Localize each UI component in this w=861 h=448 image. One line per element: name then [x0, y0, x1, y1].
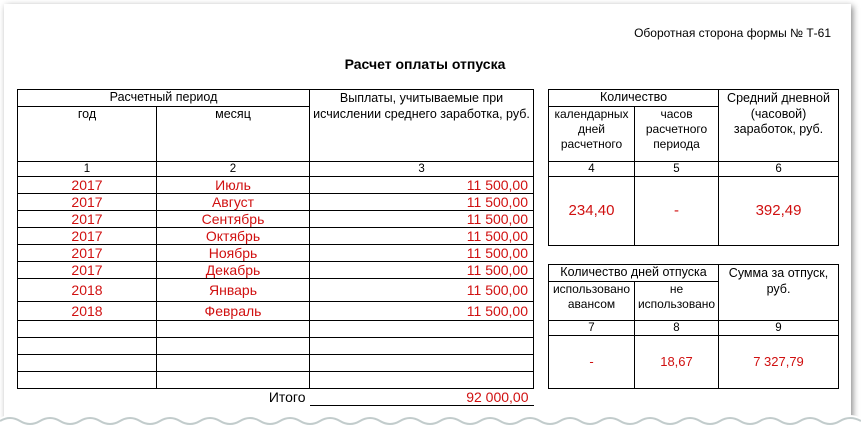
table-row — [18, 177, 534, 194]
table-row — [18, 262, 534, 279]
form-number-label: Оборотная сторона формы № Т-61 — [634, 26, 831, 40]
page-title: Расчет оплаты отпуска — [344, 56, 506, 72]
col-number: 7 — [549, 320, 635, 335]
total-value: 92 000,00 — [310, 389, 534, 406]
amount-cell: 11 500,00 — [310, 262, 534, 279]
sum-value: 7 327,79 — [719, 336, 839, 389]
average-earnings-table — [548, 89, 839, 246]
year-cell: 2017 — [18, 228, 157, 245]
torn-edge-decoration — [0, 410, 861, 448]
year-cell: 2017 — [18, 194, 157, 211]
days-value: 234,40 — [549, 177, 635, 246]
total-label: Итого — [268, 389, 306, 406]
table-row — [18, 211, 534, 228]
period-group-header: Расчетный период — [18, 90, 310, 107]
empty-row — [18, 338, 534, 355]
col-number: 4 — [549, 161, 635, 176]
vacation-days-group-header: Количество дней отпуска — [549, 265, 719, 282]
table-row — [18, 245, 534, 262]
empty-row — [18, 321, 534, 338]
advance-value: - — [549, 336, 635, 389]
amount-cell: 11 500,00 — [310, 245, 534, 262]
month-cell: Декабрь — [157, 262, 310, 279]
col-number: 3 — [310, 161, 534, 176]
table-row — [18, 194, 534, 211]
vacation-sum-table — [548, 264, 839, 389]
quantity-group-header: Количество — [549, 90, 719, 107]
not-used-value: 18,67 — [635, 336, 719, 389]
advance-header: использовано авансом — [549, 281, 635, 320]
payments-header: Выплаты, учитываемые при исчислении среднего заработка, руб. — [310, 90, 534, 162]
col-number: 2 — [157, 161, 310, 176]
col-number: 8 — [635, 320, 719, 335]
amount-cell: 11 500,00 — [310, 177, 534, 194]
year-cell: 2017 — [18, 177, 157, 194]
month-cell: Сентябрь — [157, 211, 310, 228]
month-cell: Январь — [157, 279, 310, 302]
table-row — [18, 302, 534, 321]
year-cell: 2018 — [18, 279, 157, 302]
amount-cell: 11 500,00 — [310, 211, 534, 228]
col-number: 5 — [635, 161, 719, 176]
table-row — [18, 279, 534, 302]
col-number: 9 — [719, 320, 839, 335]
year-cell: 2017 — [18, 262, 157, 279]
col-number: 6 — [719, 161, 839, 176]
not-used-header: не использовано — [635, 281, 719, 320]
empty-row — [18, 372, 534, 389]
avg-value: 392,49 — [719, 177, 839, 246]
year-cell: 2017 — [18, 211, 157, 228]
hours-value: - — [635, 177, 719, 246]
year-cell: 2017 — [18, 245, 157, 262]
month-cell: Август — [157, 194, 310, 211]
amount-cell: 11 500,00 — [310, 279, 534, 302]
amount-cell: 11 500,00 — [310, 194, 534, 211]
empty-row — [18, 355, 534, 372]
days-header: календарных дней расчетного — [549, 106, 635, 161]
month-cell: Июль — [157, 177, 310, 194]
table-row — [18, 228, 534, 245]
month-cell: Октябрь — [157, 228, 310, 245]
hours-header: часов расчетного периода — [635, 106, 719, 161]
col-number: 1 — [18, 161, 157, 176]
month-cell: Ноябрь — [157, 245, 310, 262]
year-cell: 2018 — [18, 302, 157, 321]
month-header: месяц — [157, 106, 310, 161]
avg-header: Средний дневной (часовой) заработок, руб. — [719, 90, 839, 162]
amount-cell: 11 500,00 — [310, 228, 534, 245]
amount-cell: 11 500,00 — [310, 302, 534, 321]
earnings-table — [17, 89, 534, 406]
sum-header: Сумма за отпуск, руб. — [719, 265, 839, 321]
month-cell: Февраль — [157, 302, 310, 321]
year-header: год — [18, 106, 157, 161]
